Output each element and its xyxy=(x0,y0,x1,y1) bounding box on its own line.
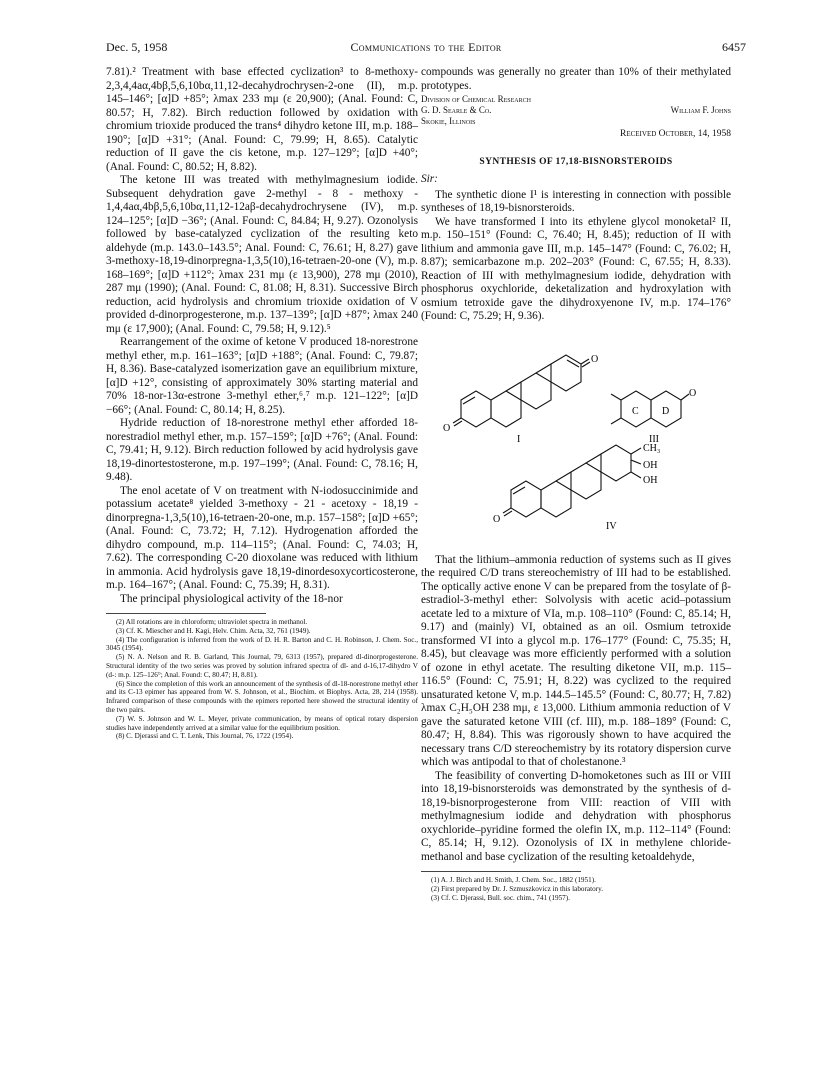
paragraph: The synthetic dione I¹ is interesting in connection with possible syntheses of 18,19-bisnorsteroids. xyxy=(421,188,731,214)
structure-iii-rings xyxy=(611,391,689,427)
paragraph: The enol acetate of V on treatment with N-iodosuccinimide and potassium acetate⁸ yielded 3-methoxy - 21 - acetoxy - 18,19 - dinorpregna-1,3,5(10),16-tetraen-20-one, m.p. 157–158°; [α]D +65°; (Anal. Found: C, 73.72; H, 7.12). Hydrogenation afforded the dihydro compound, m.p. 114–115°; (Anal. Found: C, 74.03; H, 7.62). The corresponding C-20 dioxolane was reduced with lithium in ammonia. Acid hydrolysis gave 18,19-dinordesoxycorticosterone, m.p. 164–167°; (Anal. Found: C, 75.39; H, 8.31). xyxy=(106,484,418,591)
affiliation xyxy=(421,94,731,127)
section-title: SYNTHESIS OF 17,18-BISNORSTEROIDS xyxy=(479,156,673,167)
page-header xyxy=(106,40,746,58)
ring-c xyxy=(521,373,551,409)
footnote: (4) The configuration is inferred from the work of D. H. R. Barton and C. H. Robinson, J. Chem. Soc., 3045 (1954). xyxy=(106,635,418,653)
structure-label-i: I xyxy=(517,433,521,445)
footnote: (6) Since the completion of this work an announcement of the synthesis of dl-18-norestrone methyl ether and its C-13 epimer has appeared from W. S. Johnson, et al., Biochim. et Biophys. Acta, 28, 214 (1958). Infrared comparison of these compounds with the epimers reported here showed the structural identity of the two pairs. xyxy=(106,679,418,714)
structure-i-rings xyxy=(453,355,590,427)
ring-b xyxy=(491,391,521,427)
paragraph: The ketone III was treated with methylmagnesium iodide. Subsequent dehydration gave 2-methyl - 8 - methoxy - 1,4,4aα,4bβ,5,6,10bα,11,12-12aβ-decahydrochrysene (IV), m.p. 124–125°; [α]D −36°; (Anal. Found: C, 84.84; H, 9.27). Ozonolysis followed by base-catalyzed cyclization of the resulting keto aldehyde (m.p. 143.0–143.5°; Anal. Found: C, 76.61; H, 8.27) gave 3-methoxy-18,19-dinorpregna-1,3,5(10),16-tetraen-20-one (V), m.p. 168–169°; [α]D +112°; λmax 231 mμ (ε 13,900), 278 mμ (2010), 287 mμ (1990); (Anal. Found: C, 81.08; H, 8.31). Successive Birch reduction, acid hydrolysis and chromium trioxide oxidation of V provided d-dinorprogesterone, m.p. 137–139°; [α]D +87°; λmax 240 mμ (ε 17,900); (Anal. Found: C, 79.58; H, 9.12).⁵ xyxy=(106,174,418,335)
oxygen-label: O xyxy=(591,353,599,365)
footnotes-left xyxy=(106,618,418,741)
ring-d xyxy=(551,355,581,391)
ring-c-label: C xyxy=(632,405,639,417)
footnote: (8) C. Djerassi and C. T. Lenk, This Journal, 76, 1722 (1954). xyxy=(116,732,294,741)
right-column xyxy=(421,66,731,902)
salutation: Sir: xyxy=(421,173,438,185)
affiliation-line: G. D. Searle & Co. xyxy=(421,105,492,115)
paragraph: compounds was generally no greater than 10% of their methylated prototypes. xyxy=(421,66,731,92)
ch3-label: CH₃ xyxy=(643,442,661,454)
oh-label: OH xyxy=(643,474,658,486)
ring-a xyxy=(511,481,541,517)
paragraph: 7.81).² Treatment with base effected cyclization³ to 8-methoxy-2,3,4,4aα,4bβ,5,6,10bα,11,12-decahydrochrysen-2-one (II), m.p. 145–146°; [α]D +85°; λmax 233 mμ (ε 20,900); (Anal. Found: C, 80.57; H, 7.82). Birch reduction followed by oxidation with chromium trioxide produced the trans⁴ dihydro ketone III, m.p. 188–190°; [α]D +31°; (Anal. Found: C, 79.99; H, 8.65). Catalytic reduction of II gave the cis ketone, m.p. 127–129°; [α]D +40°; (Anal. Found: C, 80.52; H, 8.82). xyxy=(106,66,418,173)
ring-b xyxy=(541,481,571,517)
paragraph: Hydride reduction of 18-norestrone methyl ether afforded 18-norestradiol methyl ether, m.p. 157–159°; [α]D +76°; (Anal. Found: C, 79.41; H, 9.12). Birch reduction followed by acid hydrolysis gave 18,19-dinortestosterone, m.p. 197–199°; (Anal. Found: C, 78.16; H, 9.48). xyxy=(106,417,418,483)
footnote: (1) A. J. Birch and H. Smith, J. Chem. Soc., 1882 (1951). xyxy=(431,876,596,884)
left-column xyxy=(106,66,418,741)
paragraph: The principal physiological activity of the 18-nor xyxy=(120,592,343,605)
oxygen-label: O xyxy=(689,387,697,399)
ring-a xyxy=(461,391,491,427)
paragraph: That the lithium–ammonia reduction of systems such as II gives the required C/D trans stereochemistry of III had to be established. The optically active enone V can be prepared from the tosylate of β-estradiol-3-methyl ether: Solvolysis with acetic acid–potassium acetate led to a mixture of VIa, m.p. 108–110° (Found: C, 85.14; H, 9.17) and (mainly) VI, obtained as an oil. Osmium tetroxide transformed VI into a glycol m.p. 176–177° (Found: C, 75.35; H, 8.45), but cleavage was more efficiently performed with a solution of ozone in ethyl acetate. The resulting diketone VII, m.p. 115–116.5° (Found: C, 75.91; H, 8.22) was cyclized to the required unsaturated ketone V, m.p. 144.5–145.5° (Found: C, 80.77; H, 7.82) λmax C₂H₅OH 238 mμ, ε 13,000. Lithium ammonia reduction of V gave the saturated ketone VIII (cf. III), m.p. 188–189° (Found: C, 80.47; H, 8.84). This was rigorously shown to have acquired the necessary trans C/D stereochemistry by its rotatory dispersion curve which was antipodal to that of cholestanone.³ xyxy=(421,553,731,768)
affiliation-line: Skokie, Illinois xyxy=(421,116,476,126)
chemical-structures xyxy=(421,330,731,550)
footnote: (7) W. S. Johnson and W. L. Meyer, private communication, by means of optical rotary dispersion studies have independently arrived at a similar value for the equilibrium position. xyxy=(106,714,418,732)
structures-svg xyxy=(421,330,731,550)
footnote: (2) All rotations are in chloroform; ultraviolet spectra in methanol. xyxy=(116,618,308,626)
structure-label-iv: IV xyxy=(606,520,617,532)
footnote: (2) First prepared by Dr. J. Szmuszkovicz in this laboratory. xyxy=(431,884,603,893)
structure-iv-rings xyxy=(503,445,641,517)
paragraph: We have transformed I into its ethylene glycol monoketal² II, m.p. 150–151° (Found: C, 76.40; H, 8.45); reduction of II with lithium and ammonia gave III, m.p. 145–147° (Found: C, 76.02; H, 8.87); semicarbazone m.p. 202–203° (Found: C, 67.55; H, 8.33). Reaction of III with methylmagnesium iodide, dehydration with phosphorus oxychloride, deketalization and hydroxylation with osmium tetroxide gave the dihydroxyenone IV, m.p. 174–176° (Found: C, 75.29; H, 9.36). xyxy=(421,215,731,322)
footnote: (5) N. A. Nelson and R. B. Garland, This Journal, 79, 6313 (1957), prepared dl-dinorprogesterone. Structural identity of the two series was proved by solution infrared spectra of dl- and d-16,17-dihydro V (d-: m.p. 125–126°; Anal. Found: C, 80.47; H, 8.81). xyxy=(106,653,418,679)
affiliation-row xyxy=(421,105,731,116)
footnote: (3) Cf. C. Djerassi, Bull. soc. chim., 741 (1957). xyxy=(431,893,570,902)
ring-d xyxy=(601,445,631,481)
oh-label: OH xyxy=(643,459,658,471)
affiliation-line: Division of Chemical Research xyxy=(421,94,531,104)
author-name: William F. Johns xyxy=(670,105,731,115)
header-date: Dec. 5, 1958 xyxy=(106,40,168,54)
header-page-number: 6457 xyxy=(722,40,746,54)
oxygen-label: O xyxy=(493,513,501,525)
header-title: Communications to the Editor xyxy=(350,40,502,54)
structure-label-iii: III xyxy=(649,433,659,445)
ring-c xyxy=(571,463,601,499)
footnote: (3) Cf. K. Miescher and H. Kagi, Helv. Chim. Acta, 32, 761 (1949). xyxy=(116,626,311,635)
footnotes-right xyxy=(421,876,731,902)
received-date: Received October, 14, 1958 xyxy=(620,129,731,139)
ring-d-label: D xyxy=(662,405,670,417)
paragraph: The feasibility of converting D-homoketones such as III or VIII into 18,19-bisnorsteroids was demonstrated by the synthesis of d-18,19-bisnorprogesterone from VIII: reaction of VIII with methylmagnesium iodide and dehydration with phosphorus oxychloride–pyridine formed the olefin IX, m.p. 112–114° (Found: C, 85.14; H, 9.12). Ozonolysis of IX in methylene chloride-methanol and base cyclization of the resulting ketoaldehyde, xyxy=(421,769,731,863)
oxygen-label: O xyxy=(443,422,451,434)
paragraph: Rearrangement of the oxime of ketone V produced 18-norestrone methyl ether, m.p. 161–163°; [α]D +188°; (Anal. Found: C, 79.87; H, 8.36). Base-catalyzed isomerization gave an equilibrium mixture, [α]D +12°, consisting of approximately 30% starting material and 70% 18-nor-13α-estrone 3-methyl ether,⁶,⁷ m.p. 121–122°; [α]D −66°; (Anal. Found: C, 80.14; H, 8.25). xyxy=(106,336,418,416)
